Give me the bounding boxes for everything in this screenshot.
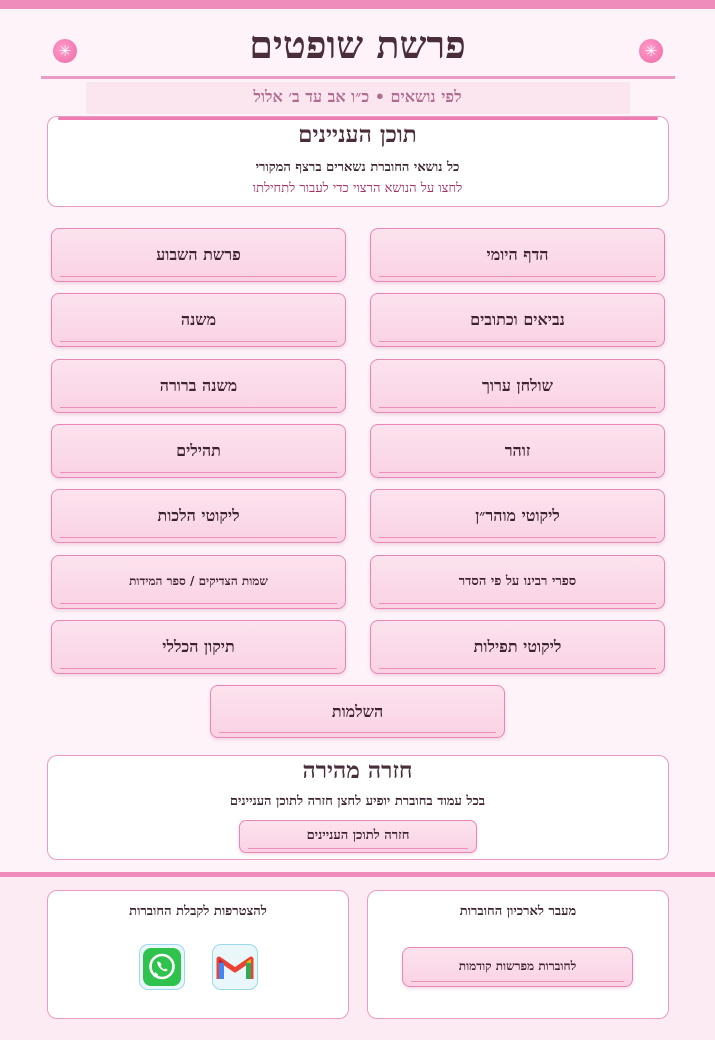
star-ornament-icon: ✳	[639, 39, 663, 63]
top-accent-stripe	[0, 0, 715, 9]
header-divider	[41, 76, 675, 79]
topic-button-parsha[interactable]: פרשת השבוע	[51, 228, 346, 282]
topic-button-zohar[interactable]: זוהר	[370, 424, 665, 478]
topic-button-likutei-moharan[interactable]: ליקוטי מוהר״ן	[370, 489, 665, 543]
topic-button-daf-yomi[interactable]: הדף היומי	[370, 228, 665, 282]
topic-button-neviim[interactable]: נביאים וכתובים	[370, 293, 665, 347]
gmail-icon[interactable]	[212, 944, 258, 990]
topic-button-mishna[interactable]: משנה	[51, 293, 346, 347]
topic-button-mishna-brura[interactable]: משנה ברורה	[51, 359, 346, 413]
topic-button-tehillim[interactable]: תהילים	[51, 424, 346, 478]
topic-button-tikun-haklali[interactable]: תיקון הכללי	[51, 620, 346, 674]
star-ornament-icon: ✳	[53, 39, 77, 63]
topic-button-likutei-halachos[interactable]: ליקוטי הלכות	[51, 489, 346, 543]
page-subtitle: לפי נושאים • כ״ו אב עד ב׳ אלול	[253, 87, 462, 106]
toc-description: כל נושאי החוברת נשארים ברצף המקורי	[255, 160, 460, 175]
toc-title: תוכן העניינים	[298, 121, 417, 148]
review-title: חזרה מהירה	[302, 757, 413, 784]
page-title: פרשת שופטים	[249, 22, 466, 67]
topic-button-likutei-tefilos[interactable]: ליקוטי תפילות	[370, 620, 665, 674]
archive-button[interactable]: לחוברות מפרשות קודמות	[402, 947, 633, 987]
review-description: בכל עמוד בחוברת יופיע לחצן חזרה לתוכן העניינים	[229, 794, 486, 809]
subscribe-card-title: להצטרפות לקבלת החוברות	[129, 904, 267, 919]
topic-button-sifrei-rabeinu[interactable]: ספרי רבינו על פי הסדר	[370, 555, 665, 609]
topic-button-hashlamos[interactable]: השלמות	[210, 685, 505, 738]
toc-instruction: לחצו על הנושא הרצוי כדי לעבור לתחילתו	[252, 181, 463, 196]
archive-card-title: מעבר לארכיון החוברות	[459, 904, 577, 919]
topic-button-shulchan-aruch[interactable]: שולחן ערוך	[370, 359, 665, 413]
whatsapp-icon[interactable]	[139, 944, 185, 990]
back-to-toc-button[interactable]: חזרה לתוכן העניינים	[239, 820, 477, 853]
topic-button-shemos-hatzadikim[interactable]: שמות הצדיקים / ספר המידות	[51, 555, 346, 609]
